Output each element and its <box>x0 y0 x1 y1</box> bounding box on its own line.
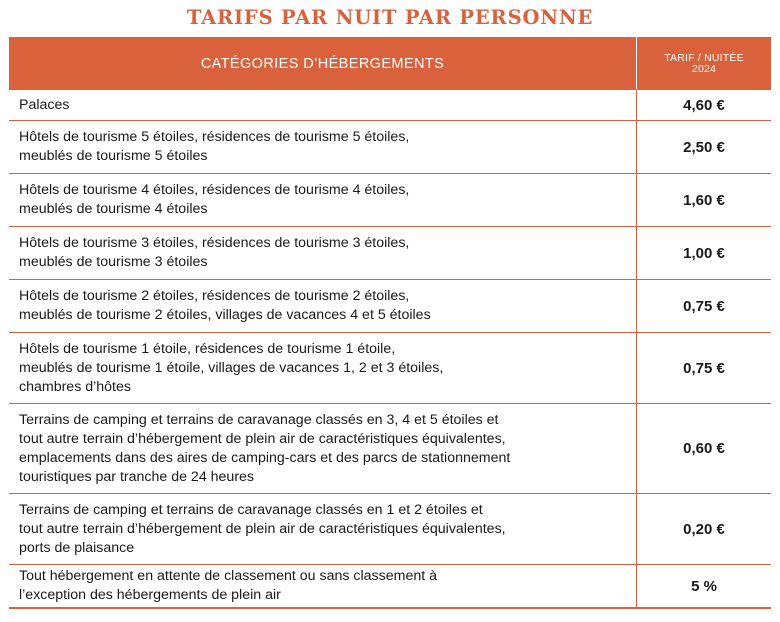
category-line: tout autre terrain d’hébergement de plein air de caractéristiques équivalentes, <box>19 520 506 537</box>
category-description <box>9 121 637 173</box>
header-rate-label: TARIF / NUITÉE <box>664 51 744 64</box>
category-line: ports de plaisance <box>19 539 135 556</box>
rate-value: 4,60 € <box>683 96 725 114</box>
table-header <box>9 37 771 90</box>
table-row <box>9 174 771 227</box>
rate-value: 1,60 € <box>683 191 725 209</box>
header-rate-year: 2024 <box>691 62 717 75</box>
category-description <box>9 90 637 120</box>
category-description <box>9 174 637 226</box>
rate-value: 0,75 € <box>683 297 725 315</box>
category-line: Hôtels de tourisme 4 étoiles, résidences de tourisme 4 étoiles, <box>19 182 410 198</box>
category-description <box>9 333 637 403</box>
header-category: CATÉGORIES D’HÉBERGEMENTS <box>9 37 637 90</box>
table-row <box>9 90 771 121</box>
category-line: Terrains de camping et terrains de caravanage classés en 3, 4 et 5 étoiles et <box>19 411 499 428</box>
category-description <box>9 404 637 493</box>
header-rate <box>637 37 771 90</box>
category-line: meublés de tourisme 1 étoile, villages de vacances 1, 2 et 3 étoiles, <box>19 359 444 376</box>
rate-value: 5 % <box>691 577 717 595</box>
tariff-table <box>9 37 771 609</box>
rate-value: 0,20 € <box>683 520 725 538</box>
category-description <box>9 227 637 279</box>
category-line: l’exception des hébergements de plein air <box>19 587 281 603</box>
category-description <box>9 494 637 564</box>
category-line: meublés de tourisme 4 étoiles <box>19 201 208 217</box>
rate-value: 2,50 € <box>683 138 725 156</box>
category-line: tout autre terrain d’hébergement de plein air de caractéristiques équivalentes, <box>19 430 506 447</box>
category-line: chambres d’hôtes <box>19 378 131 395</box>
category-line: meublés de tourisme 3 étoiles <box>19 254 208 270</box>
category-description <box>9 280 637 332</box>
category-line: Palaces <box>19 96 70 113</box>
table-row <box>9 333 771 404</box>
category-line: Hôtels de tourisme 1 étoile, résidences de tourisme 1 étoile, <box>19 340 396 357</box>
page-title: TARIFS PAR NUIT PAR PERSONNE <box>186 6 594 29</box>
table-row <box>9 565 771 609</box>
category-line: meublés de tourisme 5 étoiles <box>19 148 208 164</box>
category-line: meublés de tourisme 2 étoiles, villages de vacances 4 et 5 étoiles <box>19 307 431 323</box>
category-line: touristiques par tranche de 24 heures <box>19 468 255 485</box>
table-row <box>9 121 771 174</box>
table-row <box>9 404 771 494</box>
category-description <box>9 565 637 607</box>
category-line: emplacements dans des aires de camping-cars et des parcs de stationnement <box>19 449 511 466</box>
table-row <box>9 280 771 333</box>
rate-value: 0,75 € <box>683 359 725 377</box>
category-line: Terrains de camping et terrains de caravanage classés en 1 et 2 étoiles et <box>19 501 483 518</box>
table-row <box>9 227 771 280</box>
category-line: Hôtels de tourisme 2 étoiles, résidences de tourisme 2 étoiles, <box>19 288 410 304</box>
table-body <box>9 90 771 609</box>
table-row <box>9 494 771 565</box>
rate-value: 1,00 € <box>683 244 725 262</box>
category-line: Tout hébergement en attente de classement ou sans classement à <box>19 568 437 584</box>
category-line: Hôtels de tourisme 5 étoiles, résidences de tourisme 5 étoiles, <box>19 129 410 145</box>
category-line: Hôtels de tourisme 3 étoiles, résidences de tourisme 3 étoiles, <box>19 235 410 251</box>
rate-value: 0,60 € <box>683 440 725 457</box>
